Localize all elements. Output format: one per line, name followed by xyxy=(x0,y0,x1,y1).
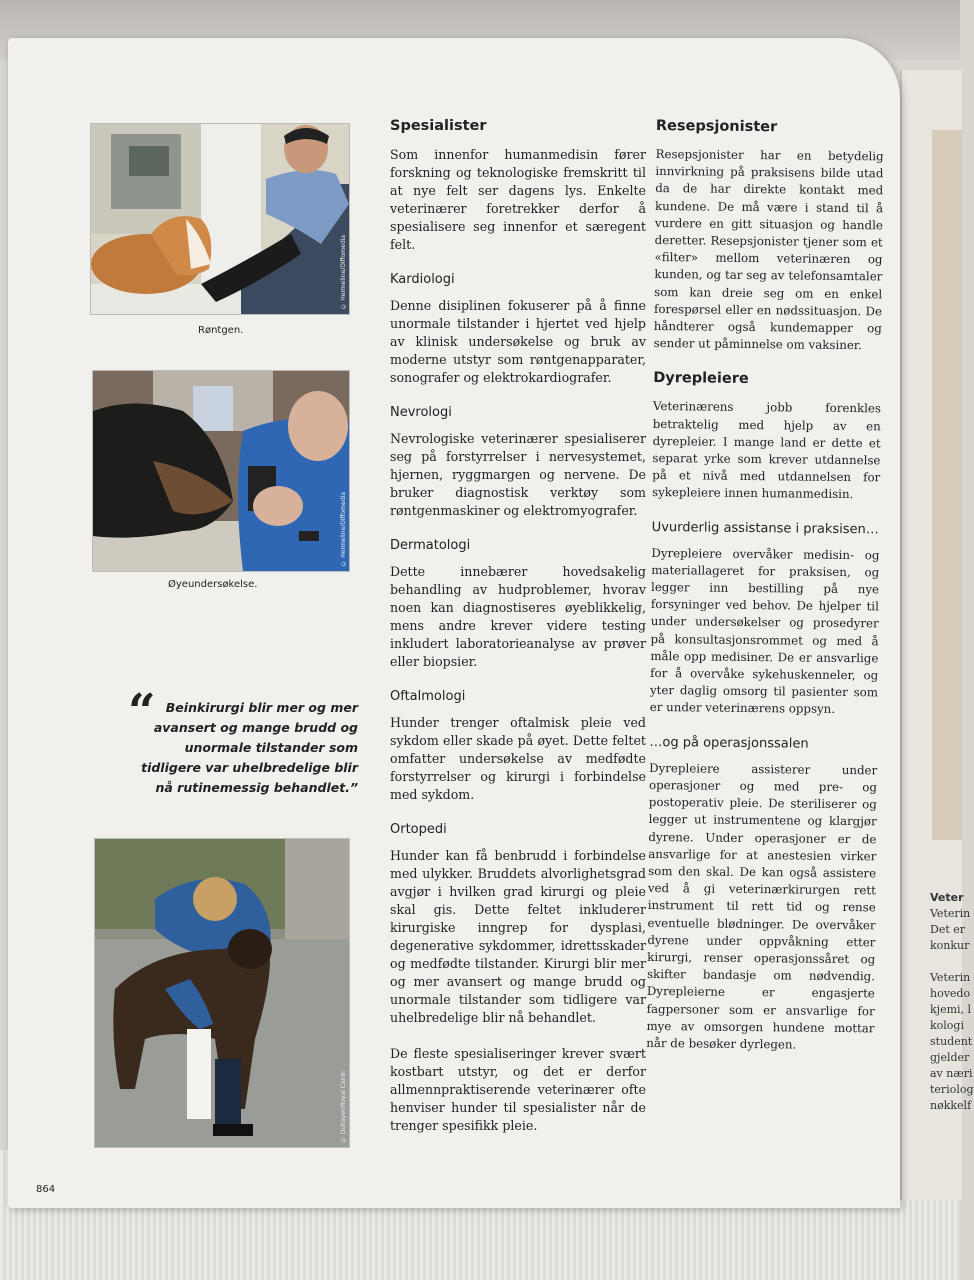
orthopedics-text: Hunder kan få benbrudd i forbindelse med ulykker. Bruddets alvorlighetsgrad avgjør i hvilken grad kirurgi og pleie skal gis. Dette feltet inkluderer kirurgiske inngrep for dysplasi, degenerative sykdommer, idrettsskader og medfødte tilstander. Kirurgi blir mer og mer avansert og mange brudd og unormale tilstander som tidligere var uhelbredelige blir nå behandlet. xyxy=(390,848,646,1025)
photo-caption-eye-exam: Øyeundersøkelse. xyxy=(168,579,258,590)
dermatology-text: Dette innebærer hovedsakelig behandling av hudproblemer, hvorav noen kan diagnostiseres øyeblikkelig, mens andre krever videre testing inkludert laboratorieanalyse av prøver eller biopsier. xyxy=(390,564,646,669)
heading-specialists: Spesialister xyxy=(390,118,487,134)
photo-eye-exam xyxy=(92,370,350,572)
assistance-text: Dyrepleiere overvåker medisin- og materiallageret for praksisen, og legger inn bestilling på nye forsyninger ved behov. De hjelper til under undersøkelser og prosedyrer på konsultasjonsrommet og med å måle opp medisiner. De er ansvarlige for å overvåke sykehuskenneler, og yter daglig omsorg til pasienter som er under veterinærens oppsyn. xyxy=(649,545,880,717)
heading-dermatology: Dermatologi xyxy=(390,538,471,553)
photo-caption-xray: Røntgen. xyxy=(198,325,244,336)
vet-nurses-text: Veterinærens jobb forenkles betraktelig med hjelp av en dyrepleier. I mange land er dette et separat yrke som krever utdannelse på et nivå med utdannelsen for sykepleiere innen humanmedisin. xyxy=(652,399,882,502)
column-specialists xyxy=(390,118,646,1153)
ophthalmology-text: Hunder trenger oftalmisk pleie ved sykdom eller skade på øyet. Dette feltet omfatter undersøkelse av medfødte forstyrrelser og kirurgi i forbindelse med sykdom. xyxy=(390,715,646,802)
photo-credit: © Hermeline/Diffomedia xyxy=(340,492,347,567)
facing-page xyxy=(900,70,974,1200)
facing-page-text: Veter Veterin Det er konkur Veterin hovedo kjemi, l kologi student gjelder av næri teriolog nøkkelf xyxy=(930,891,974,1112)
pull-quote xyxy=(128,698,358,798)
photo-xray xyxy=(90,123,350,315)
photo-credit: © Duhayer/Royal Canin xyxy=(340,1070,347,1143)
neurology-text: Nevrologiske veterinærer spesialiserer seg på forstyrrelser i nervesystemet, hjernen, ryggmargen og nervene. De bruker diagnostisk verktøy som røntgenmaskiner og elektromyografer. xyxy=(390,431,646,518)
heading-cardiology: Kardiologi xyxy=(390,272,455,287)
page-number: 864 xyxy=(36,1184,56,1195)
cardiology-text: Denne disiplinen fokuserer på å finne unormale tilstander i hjertet ved hjelp av klinisk undersøkelse og bruk av moderne utstyr som røntgenapparater, sonografer og elektrokardiografer. xyxy=(390,298,646,385)
operating-room-text: Dyrepleiere assisterer under operasjoner og med pre- og postoperativ pleie. De steriliserer og legger ut instrumentene og klargjør dyrene. Under operasjoner er de ansvarlige for at anestesien virker som den skal. De kan også assistere ved å gi veterinærkirurgen rett instrument til rett tid og rense eventuelle blødninger. De overvåker dyrene under oppvåkning etter kirurgi, renser operasjonssåret og skifter bandasje om nødvendig. Dyrepleierne er engasjerte fagpersoner som er ansvarlige for mye av omsorgen hundene mottar når de besøker dyrlegen. xyxy=(646,760,878,1052)
receptionists-text: Resepsjonister har en betydelig innvirkning på praksisens bilde utad da de har direkte kontakt med kundene. De må være i stand til å vurdere en gitt situasjon og handle deretter. Resepsjonister tjener som et «filter» mellom veterinæren og kunden, og tar seg av telefonsamtaler som kan dreie seg om en enkel forespørsel eller en nødssituasjon. De håndterer også kundemapper og sender ut påminnelse om vaksiner. xyxy=(653,146,884,353)
specialists-closing: De fleste spesialiseringer krever svært kostbart utstyr, og det er derfor allmennpraktiserende veterinærer ofte henviser hunder til spesialister når de trenger spesifikk pleie. xyxy=(390,1046,646,1133)
photo-bandaged-dog xyxy=(94,838,350,1148)
quote-mark: “ xyxy=(128,684,156,740)
book-page xyxy=(8,38,900,1208)
heading-neurology: Nevrologi xyxy=(390,405,452,420)
bandaged-dog-photo-illustration xyxy=(95,839,349,1147)
column-staff xyxy=(646,118,884,1072)
facing-page-photo xyxy=(932,130,962,840)
heading-ophthalmology: Oftalmologi xyxy=(390,689,466,704)
pull-quote-text: Beinkirurgi blir mer og mer avansert og mange brudd og unormale tilstander som tidligere var uhelbredelige blir nå rutinemessig behandlet.” xyxy=(141,700,358,795)
heading-orthopedics: Ortopedi xyxy=(390,822,447,837)
heading-vet-nurses: Dyrepleiere xyxy=(653,370,749,388)
eye-exam-photo-illustration xyxy=(93,371,349,571)
heading-receptionists: Resepsjonister xyxy=(655,118,778,136)
heading-assistance: Uvurderlig assistanse i praksisen… xyxy=(651,519,879,538)
specialists-intro: Som innenfor humanmedisin fører forskning og teknologiske fremskritt til at nye felt ser dagens lys. Enkelte veterinærer foretrekker derfor å spesialisere seg innenfor et særegent felt. xyxy=(390,147,646,252)
photo-credit: © Hermeline/Diffomedia xyxy=(340,235,347,310)
xray-photo-illustration xyxy=(91,124,349,314)
heading-operating-room: …og på operasjonssalen xyxy=(649,734,809,752)
